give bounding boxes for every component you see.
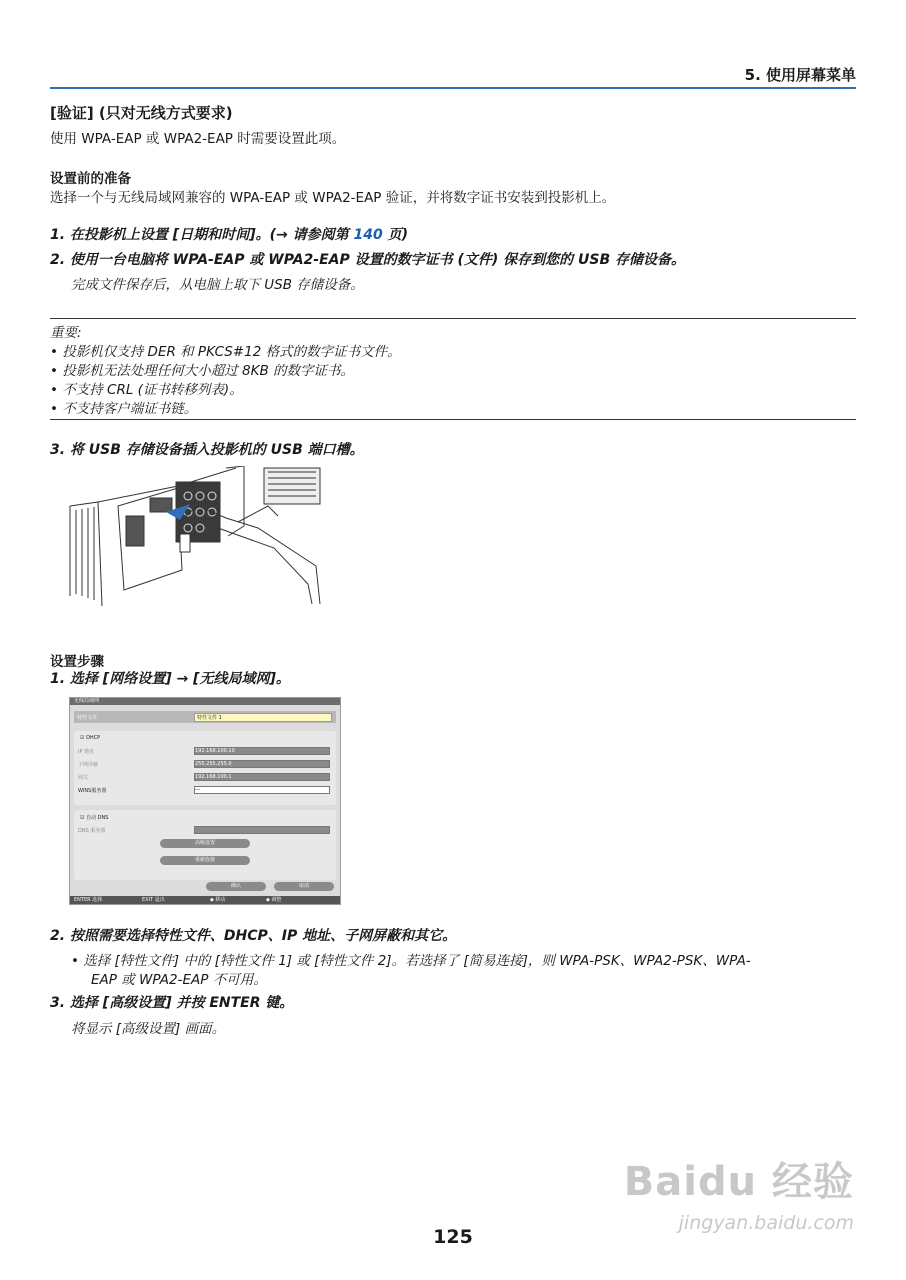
dns-label: DNS 服务器 (78, 828, 106, 834)
ip-field[interactable]: 192.168.100.10 (194, 747, 330, 755)
ok-button[interactable]: 确认 (206, 882, 266, 891)
mask-label: 子网屏蔽 (78, 762, 99, 768)
reconnect-button[interactable]: 重新连接 (160, 856, 250, 865)
prep-step-1-text: 1. 在投影机上设置 [日期和时间]。(→ 请参阅第 (50, 227, 354, 243)
section-header: 5. 使用屏幕菜单 (744, 66, 856, 84)
baidu-watermark-url: jingyan.baidu.com (678, 1212, 854, 1234)
projector-usb-illustration (68, 466, 324, 606)
profile-label: 特性文件 (77, 715, 98, 721)
footer-hint: ENTER 选择 (74, 897, 103, 903)
page-link[interactable]: 140 (353, 227, 383, 243)
footer-hint: ◆ 调整 (266, 897, 282, 903)
dhcp-label: DHCP (86, 735, 101, 741)
important-item: • 不支持 CRL (证书转移列表)。 (50, 382, 243, 398)
wireless-lan-screen (69, 697, 341, 905)
important-bottom-rule (50, 419, 856, 420)
prep-step-2: 2. 使用一台电脑将 WPA-EAP 或 WPA2-EAP 设置的数字证书 (文件) 保存到您的 USB 存储设备。 (50, 252, 686, 268)
setup-step-3-note: 将显示 [高级设置] 画面。 (71, 1021, 226, 1037)
wins-label: WINS服务器 (78, 788, 107, 794)
profile-value: 特性文件 1 (197, 715, 222, 721)
screen-footer (70, 896, 340, 904)
setup-step-3: 3. 选择 [高级设置] 并按 ENTER 键。 (50, 995, 294, 1011)
screen-title: 无线局域网 (70, 698, 340, 705)
important-item: • 不支持客户端证书链。 (50, 401, 198, 417)
autodns-label: 自动 DNS (86, 815, 109, 821)
setup-step-2-bullet: • 选择 [特性文件] 中的 [特性文件 1] 或 [特性文件 2]。若选择了 [简易连接]，则 WPA-PSK、WPA2-PSK、WPA- (71, 953, 751, 969)
profile-select[interactable] (194, 713, 332, 722)
dhcp-checkbox[interactable]: ☑ DHCP (80, 735, 101, 741)
important-item: • 投影机仅支持 DER 和 PKCS#12 格式的数字证书文件。 (50, 344, 401, 360)
prep-step-2-note: 完成文件保存后，从电脑上取下 USB 存储设备。 (71, 277, 364, 293)
setup-step-1: 1. 选择 [网络设置] → [无线局域网]。 (50, 671, 290, 687)
gateway-label: 网关 (78, 775, 89, 781)
profile-row[interactable] (74, 711, 336, 723)
autodns-checkbox[interactable]: ☑ 自动 DNS (80, 815, 109, 821)
footer-hint: ◆ 移动 (210, 897, 226, 903)
dns-group (74, 810, 336, 880)
mask-field[interactable]: 255.255.255.0 (194, 760, 330, 768)
prep-desc: 选择一个与无线局域网兼容的 WPA-EAP 或 WPA2-EAP 验证，并将数字证书安装到投影机上。 (50, 190, 616, 206)
page-number: 125 (433, 1226, 473, 1248)
ip-group (74, 731, 336, 805)
dns-field[interactable] (194, 826, 330, 834)
setup-step-2-bullet-cont: EAP 或 WPA2-EAP 不可用。 (91, 972, 267, 988)
ip-label: IP 地址 (78, 749, 95, 755)
prep-step-3: 3. 将 USB 存储设备插入投影机的 USB 端口槽。 (50, 442, 364, 458)
section-desc: 使用 WPA-EAP 或 WPA2-EAP 时需要设置此项。 (50, 131, 346, 147)
cancel-button[interactable]: 取消 (274, 882, 334, 891)
gateway-field[interactable]: 192.168.100.1 (194, 773, 330, 781)
important-title: 重要: (50, 325, 82, 341)
important-item: • 投影机无法处理任何大小超过 8KB 的数字证书。 (50, 363, 355, 379)
section-title: [验证] (只对无线方式要求) (50, 104, 233, 122)
wins-field[interactable]: --- (194, 786, 330, 794)
baidu-watermark: Baidu 经验 (623, 1159, 854, 1205)
advanced-settings-button[interactable]: 高级设置 (160, 839, 250, 848)
header-rule (50, 87, 856, 89)
prep-step-1-tail: 页) (382, 227, 408, 243)
setup-step-2: 2. 按照需要选择特性文件、DHCP、IP 地址、子网屏蔽和其它。 (50, 928, 457, 944)
prep-title: 设置前的准备 (50, 171, 131, 187)
setup-title: 设置步骤 (50, 654, 104, 670)
important-top-rule (50, 318, 856, 319)
footer-hint: EXIT 退出 (142, 897, 165, 903)
prep-step-1 (50, 224, 408, 244)
